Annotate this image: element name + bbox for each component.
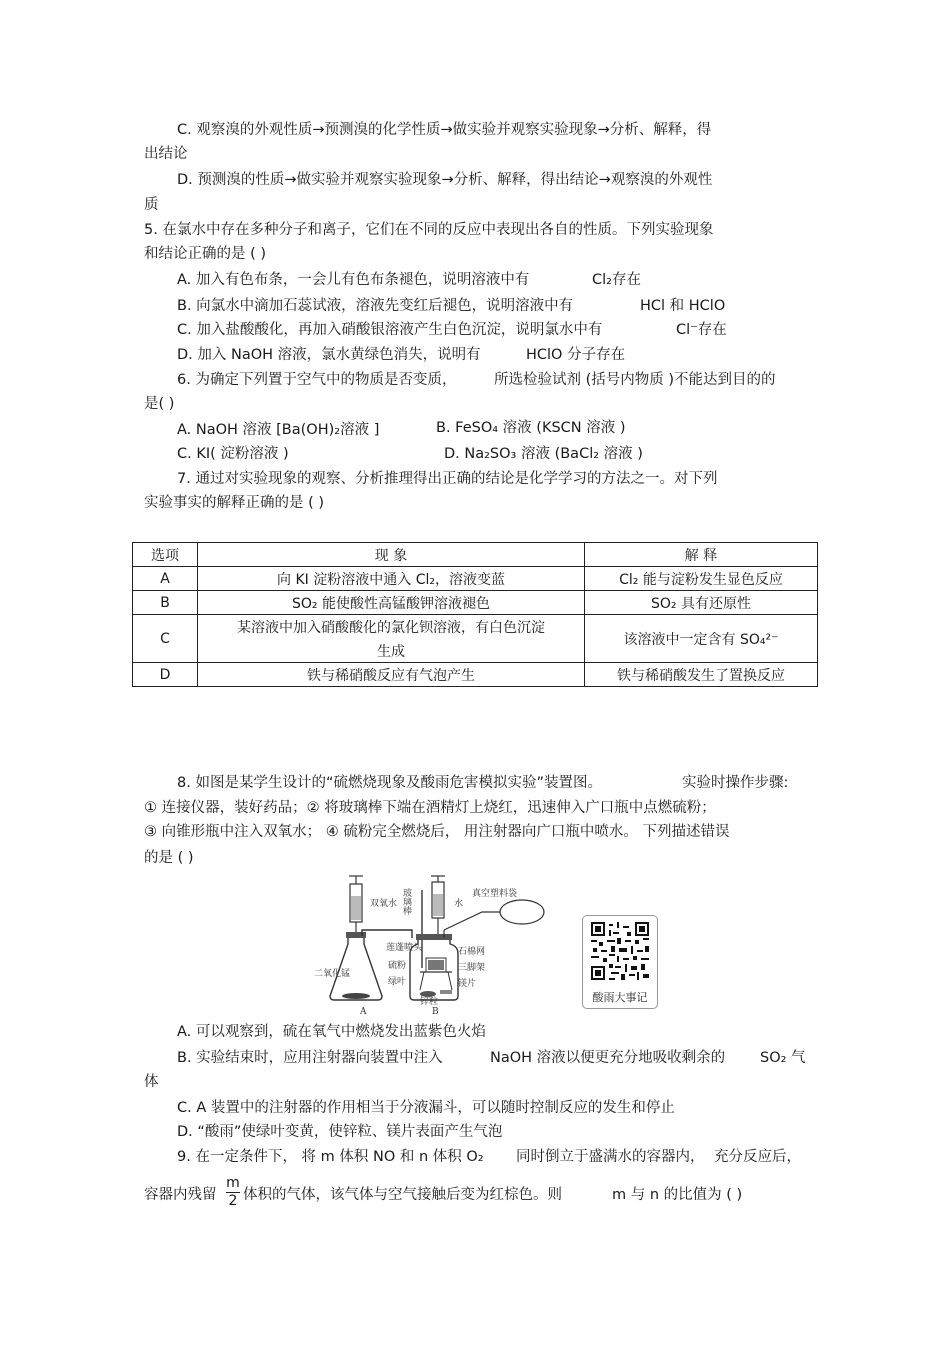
q9-stem-line1a: 9. 在一定条件下， 将 m 体积 NO 和 n 体积 O₂	[177, 1149, 484, 1165]
q9-stem-line2c: m 与 n 的比值为 ( )	[612, 1187, 743, 1203]
table-cell-phenomenon: SO₂ 能使酸性高锰酸钾溶液褪色	[198, 591, 585, 615]
label-mg: 镁片	[458, 979, 477, 989]
q9-fraction-denominator: 2	[228, 1193, 238, 1209]
qr-code-icon	[591, 922, 649, 980]
q6-stem-line2: 是( )	[144, 396, 175, 412]
table-cell-option: A	[133, 567, 198, 591]
table-cell-option: B	[133, 591, 198, 615]
q5-option-a-end: Cl₂存在	[592, 272, 641, 288]
apparatus-diagram	[312, 872, 550, 1016]
q4-option-d-line1: D. 预测溴的性质→做实验并观察实验现象→分析、解释，得出结论→观察溴的外观性	[177, 172, 713, 188]
label-a: A	[360, 1007, 367, 1016]
label-bag: 真空塑料袋	[472, 889, 518, 899]
mno2-granules	[342, 993, 370, 999]
q8-option-b-line1c: SO₂ 气	[760, 1050, 806, 1066]
label-sulfur: 硫粉	[388, 961, 407, 971]
table-cell-option: C	[133, 615, 198, 663]
label-rod: 玻璃棒	[401, 888, 411, 915]
label-tripod: 三脚架	[458, 963, 486, 973]
label-water: 水	[454, 899, 464, 909]
q9-stem-line2b: 体积的气体，该气体与空气接触后变为红棕色。则	[243, 1187, 562, 1203]
table-cell-phenomenon: 向 KI 淀粉溶液中通入 Cl₂，溶液变蓝	[198, 567, 585, 591]
table-cell-option: D	[133, 663, 198, 687]
q6-stem-line1: 6. 为确定下列置于空气中的物质是否变质，	[177, 372, 457, 388]
table-cell-phenomenon-line1: 某溶液中加入硝酸酸化的氯化钡溶液，有白色沉淀	[237, 619, 545, 636]
q9-stem-line1c: 充分反应后，	[714, 1149, 801, 1165]
table-header: 选项	[133, 543, 198, 567]
table-header-row	[133, 543, 818, 567]
table-header: 解 释	[585, 543, 818, 567]
q5-option-d-end: HClO 分子存在	[526, 347, 626, 363]
label-nozzle: 莲蓬喷头	[386, 943, 423, 953]
label-asbestos: 石棉网	[458, 947, 486, 957]
table-row	[133, 615, 818, 663]
q8-option-b-line1b: NaOH 溶液以便更充分地吸收剩余的	[490, 1050, 726, 1066]
label-zn: 锌粒	[420, 997, 439, 1007]
flask-a-stopper	[346, 932, 366, 938]
q8-option-b-line1: B. 实验结束时，应用注射器向装置中注入	[177, 1050, 443, 1066]
q5-option-b: B. 向氯水中滴加石蕊试液，溶液先变红后褪色，说明溶液中有	[177, 298, 574, 314]
table-cell-explanation: Cl₂ 能与淀粉发生显色反应	[585, 567, 818, 591]
q9-fraction	[226, 1176, 240, 1209]
vacuum-bag	[500, 900, 544, 924]
q5-option-d: D. 加入 NaOH 溶液，氯水黄绿色消失，说明有	[177, 347, 481, 363]
label-b: B	[432, 1007, 439, 1016]
q8-option-d: D. “酸雨”使绿叶变黄，使锌粒、镁片表面产生气泡	[177, 1124, 503, 1140]
tripod-leg	[420, 972, 424, 990]
q4-option-c-line1: C. 观察溴的外观性质→预测溴的化学性质→做实验并观察实验现象→分析、解释，得	[177, 122, 712, 138]
q6-option-b: B. FeSO₄ 溶液 (KSCN 溶液 )	[436, 420, 626, 436]
sulfur-powder	[428, 960, 444, 970]
connecting-tube	[362, 930, 412, 938]
q7-stem-line2: 实验事实的解释正确的是 ( )	[144, 495, 325, 511]
qr-code-card[interactable]	[582, 915, 658, 1009]
q8-option-a: A. 可以观察到，硫在氧气中燃烧发出蓝紫色火焰	[177, 1024, 486, 1040]
syringe-b-liquid	[433, 894, 443, 916]
q8-stem-line1: 8. 如图是某学生设计的“硫燃烧现象及酸雨危害模拟实验”装置图。	[177, 775, 602, 791]
q6-option-d: D. Na₂SO₃ 溶液 (BaCl₂ 溶液 )	[444, 446, 643, 462]
q8-stem-line1b: 实验时操作步骤:	[682, 775, 789, 791]
q5-option-b-end: HCl 和 HClO	[640, 298, 726, 314]
q8-stem-line3: ③ 向锥形瓶中注入双氧水； ④ 硫粉完全燃烧后， 用注射器向广口瓶中喷水。 下列描述错误	[144, 824, 730, 840]
table-row	[133, 663, 818, 687]
q8-option-c: C. A 装置中的注射器的作用相当于分液漏斗，可以随时控制反应的发生和停止	[177, 1100, 675, 1116]
table-cell-phenomenon-line2: 生成	[377, 643, 405, 660]
bottle-b-stopper	[416, 934, 452, 940]
table-row	[133, 567, 818, 591]
q5-stem-line1: 5. 在氯水中存在多种分子和离子，它们在不同的反应中表现出各自的性质。下列实验现象	[144, 222, 714, 238]
qr-caption: 酸雨大事记	[592, 991, 648, 1004]
magnesium-strip	[440, 990, 452, 994]
table-cell-explanation: 该溶液中一定含有 SO₄²⁻	[585, 615, 818, 663]
label-h2o2: 双氧水	[370, 899, 398, 909]
flask-a	[330, 934, 382, 1000]
q4-option-d-line2: 质	[144, 197, 159, 213]
q6-option-c: C. KI( 淀粉溶液 )	[177, 446, 289, 462]
q4-option-c-line2: 出结论	[144, 146, 188, 162]
q8-stem-line4: 的是 ( )	[144, 850, 194, 866]
bag-tube	[444, 912, 500, 930]
q5-stem-line2: 和结论正确的是 ( )	[144, 246, 267, 262]
table-cell-explanation: 铁与稀硝酸发生了置换反应	[585, 663, 818, 687]
q6-stem-line1b: 所选检验试剂 (括号内物质 )不能达到目的的	[494, 372, 776, 388]
q5-option-c: C. 加入盐酸酸化，再加入硝酸银溶液产生白色沉淀，说明氯水中有	[177, 322, 603, 338]
q5-option-a: A. 加入有色布条，一会儿有色布条褪色，说明溶液中有	[177, 272, 530, 288]
q8-stem-line2: ① 连接仪器，装好药品；② 将玻璃棒下端在酒精灯上烧红，迅速伸入广口瓶中点燃硫粉；	[144, 800, 716, 816]
q5-option-c-end: Cl⁻存在	[676, 322, 727, 338]
q9-stem-line1b: 同时倒立于盛满水的容器内，	[516, 1149, 705, 1165]
table-cell-phenomenon: 铁与稀硝酸反应有气泡产生	[198, 663, 585, 687]
tripod-leg	[448, 972, 452, 990]
q7-stem-line1: 7. 通过对实验现象的观察、分析推理得出正确的结论是化学学习的方法之一。对下列	[177, 471, 718, 487]
table-header: 现 象	[198, 543, 585, 567]
table-row	[133, 591, 818, 615]
table-cell-phenomenon	[198, 615, 585, 663]
q8-option-b-line2: 体	[144, 1074, 159, 1090]
q9-fraction-numerator: m	[226, 1175, 240, 1191]
q9-stem-line2a: 容器内残留	[144, 1187, 217, 1203]
label-mno2: 二氧化锰	[314, 969, 351, 979]
syringe-a-liquid	[351, 896, 361, 920]
label-leaf: 绿叶	[388, 977, 407, 987]
table-cell-explanation: SO₂ 具有还原性	[585, 591, 818, 615]
experiment-table	[132, 542, 818, 687]
q6-option-a: A. NaOH 溶液 [Ba(OH)₂溶液 ]	[177, 422, 380, 438]
